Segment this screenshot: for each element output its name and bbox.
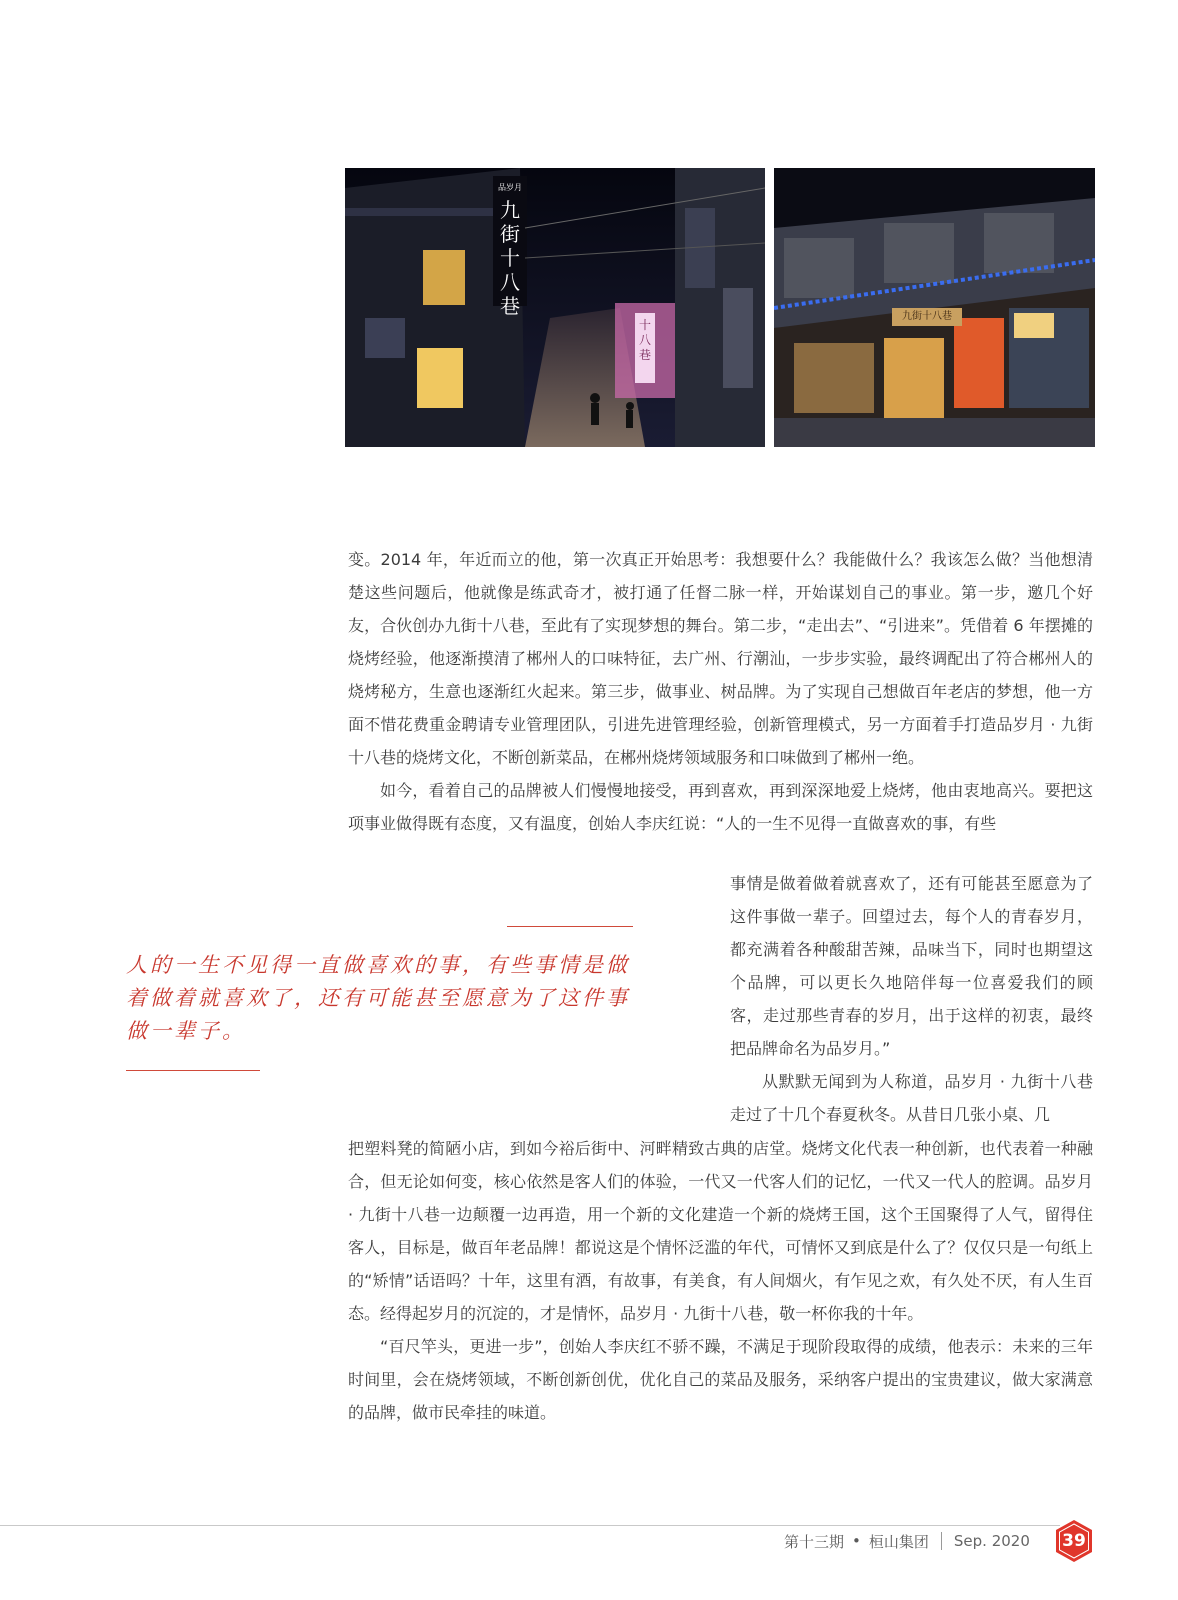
street-photo-graphic xyxy=(345,168,765,447)
article-lower-block xyxy=(348,1132,1093,1429)
street-photo-left xyxy=(345,168,765,447)
company-name: 桓山集团 xyxy=(868,1532,929,1551)
far-sign-text: 十八巷 xyxy=(638,318,651,362)
issue-date: Sep. 2020 xyxy=(953,1532,1030,1550)
paragraph: 事情是做着做着就喜欢了，还有可能甚至愿意为了这件事做一辈子。回望过去，每个人的青春岁月，都充满着各种酸甜苦辣，品味当下，同时也期望这个品牌，可以更长久地陪伴每一位喜爱我们的顾客，走过那些青春的岁月，出于这样的初衷，最终把品牌命名为品岁月。” xyxy=(730,874,1093,1058)
paragraph: “百尺竿头，更进一步”，创始人李庆红不骄不躁，不满足于现阶段取得的成绩，他表示：未来的三年时间里，会在烧烤领域，不断创新创优，优化自己的菜品及服务，采纳客户提出的宝贵建议，做大家满意的品牌，做市民牵挂的味道。 xyxy=(348,1337,1093,1422)
paragraph: 把塑料凳的简陋小店，到如今裕后街中、河畔精致古典的店堂。烧烤文化代表一种创新，也代表着一种融合，但无论如何变，核心依然是客人们的体验，一代又一代客人们的记忆，一代又一代人的腔调。品岁月 · 九街十八巷一边颠覆一边再造，用一个新的文化建造一个新的烧烤王国，这个王国聚得了人气，留得住客人，目标是，做百年老品牌！都说这是个情怀泛滥的年代，可情怀又到底是什么了？仅仅只是一句纸上的“矫情”话语吗？十年，这里有酒，有故事，有美食，有人间烟火，有乍见之欢，有久处不厌，有人生百态。经得起岁月的沉淀的，才是情怀，品岁月 · 九街十八巷，敬一杯你我的十年。 xyxy=(348,1139,1093,1323)
footer xyxy=(784,1527,1030,1555)
article-side-block xyxy=(730,867,1093,1131)
pull-quote: 人的一生不见得一直做喜欢的事，有些事情是做着做着就喜欢了，还有可能甚至愿意为了这件事做一辈子。 xyxy=(126,953,630,1043)
article-upper-block xyxy=(348,543,1093,840)
bullet-separator: • xyxy=(852,1532,861,1550)
pull-quote-rule-top xyxy=(507,926,633,927)
sign-brand-text: 品岁月 xyxy=(498,183,522,192)
paragraph: 如今，看着自己的品牌被人们慢慢地接受，再到喜欢，再到深深地爱上烧烤，他由衷地高兴。要把这项事业做得既有态度，又有温度，创始人李庆红说：“人的一生不见得一直做喜欢的事，有些 xyxy=(348,781,1093,833)
pull-quote-rule-bottom xyxy=(126,1070,260,1071)
shop-sign-text: 九街十八巷 xyxy=(892,308,962,326)
sign-name-text: 九街十八巷 xyxy=(500,198,520,318)
page-number: 39 xyxy=(1062,1531,1086,1551)
footer-divider xyxy=(0,1525,1060,1526)
page-number-badge xyxy=(1054,1519,1094,1563)
restaurant-photo-right xyxy=(774,168,1095,447)
paragraph: 从默默无闻到为人称道，品岁月 · 九街十八巷走过了十几个春夏秋冬。从昔日几张小桌、几 xyxy=(730,1072,1093,1124)
paragraph: 变。2014 年，年近而立的他，第一次真正开始思考：我想要什么？我能做什么？我该怎么做？当他想清楚这些问题后，他就像是练武奇才，被打通了任督二脉一样，开始谋划自己的事业。第一步，邀几个好友，合伙创办九街十八巷，至此有了实现梦想的舞台。第二步，“走出去”、“引进来”。凭借着 6 年摆摊的烧烤经验，他逐渐摸清了郴州人的口味特征，去广州、行潮汕，一步步实验，最终调配出了符合郴州人的烧烤秘方，生意也逐渐红火起来。第三步，做事业、树品牌。为了实现自己想做百年老店的梦想，他一方面不惜花费重金聘请专业管理团队，引进先进管理经验，创新管理模式，另一方面着手打造品岁月 · 九街十八巷的烧烤文化，不断创新菜品，在郴州烧烤领域服务和口味做到了郴州一绝。 xyxy=(348,550,1093,767)
issue-label: 第十三期 xyxy=(784,1532,845,1551)
footer-separator xyxy=(941,1532,942,1550)
